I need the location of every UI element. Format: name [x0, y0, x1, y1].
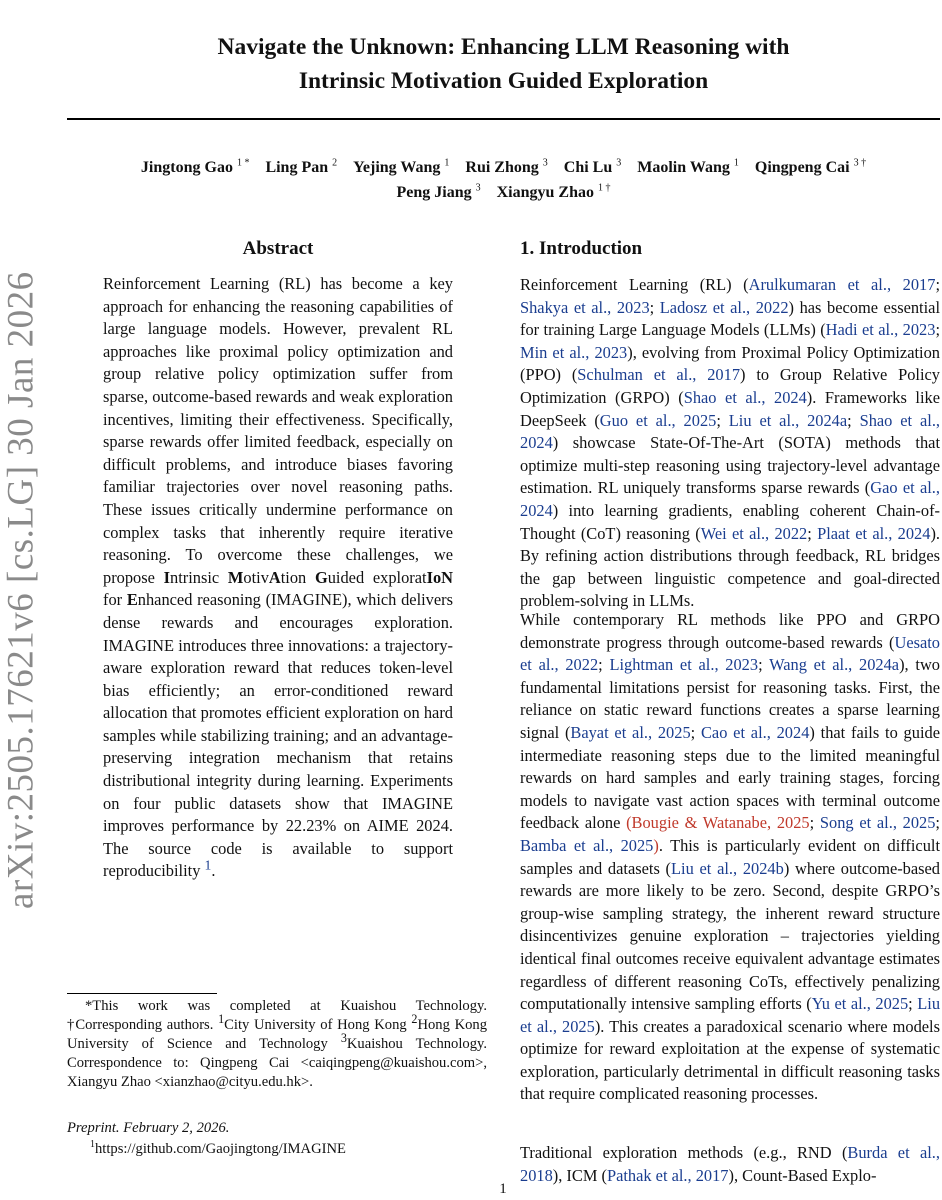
abstract-body: [103, 273, 453, 883]
citation-link[interactable]: Liu et al., 2024a: [728, 410, 848, 430]
footnote-rule: [67, 993, 217, 994]
code-url-footnote: [90, 1141, 346, 1158]
affiliation-footnote: [67, 997, 487, 1092]
citation-link[interactable]: Bayat et al., 2025: [570, 722, 691, 742]
citation-link[interactable]: Wang et al., 2024a: [769, 655, 900, 675]
page-number: 1: [499, 1181, 507, 1197]
author-name: Rui Zhong $^3$: [465, 157, 548, 176]
citation-link[interactable]: Pathak et al., 2017: [606, 1165, 729, 1185]
preprint-date: Preprint. February 2, 2026.: [67, 1120, 230, 1136]
introduction-heading: 1. Introduction: [520, 238, 643, 259]
author-name: Peng Jiang $^3$: [396, 182, 481, 201]
author-list: [67, 155, 940, 205]
author-affiliation-mark: 2: [332, 157, 338, 169]
citation-link[interactable]: Burda et al., 2018: [520, 1143, 940, 1185]
introduction-paragraph-3: Traditional exploration methods (e.g., RND (Burda et al., 2018), ICM (Pathak et al., 2017), Count-Based Explo-: [520, 1143, 940, 1185]
abstract-end: .: [211, 861, 216, 881]
citation-link[interactable]: Bamba et al., 2025: [520, 835, 654, 855]
footnote-affil-3: Kuaishou Technology. Correspondence to: Qingpeng Cai <caiqingpeng@kuaishou.com>, Xiangyu Zhao <xianzhao@cityu.edu.hk>.: [67, 1036, 487, 1090]
introduction-paragraph-2: While contemporary RL methods like PPO and GRPO demonstrate progress through outcome-based rewards (Uesato et al., 2022; Lightman et al., 2023; Wang et al., 2024a), two fundamental limitations persist for reasoning tasks. First, the reliance on static reward functions creates a sparse learning signal (Bayat et al., 2025; Cao et al., 2024) that fails to guide intermediate reasoning steps due to the limited meaningful rewards on hard samples and early training stages, forcing models to navigate vast action spaces with terminal outcome feedback alone (Bougie & Watanabe, 2025; Song et al., 2025; Bamba et al., 2025). This is particularly evident on difficult samples and datasets (Liu et al., 2024b) where outcome-based rewards are more likely to be zero. Second, despite GRPO’s group-wise sampling strategy, the inherent reward structure disincentivizes genuine exploration – trajectories yielding identical final outcomes receive equivalent advantage estimates regardless of different reasoning CoTs, effectively penalizing computationally intensive sampling efforts (Yu et al., 2025; Liu et al., 2025). This creates a paradoxical scenario where models optimize for reward exploitation at the expense of systematic exploration, particularly detrimental in difficult reasoning tasks that require complicated reasoning processes.: [520, 610, 941, 1104]
footnote-sup-1: 1: [218, 1012, 225, 1027]
citation-link[interactable]: Hadi et al., 2023: [825, 320, 936, 340]
abstract-acronym: Intrinsic MotivAtion Guided exploratIoN for Enhanced: [103, 567, 453, 610]
arxiv-stamp: arXiv:2505.17621v6 [cs.LG] 30 Jan 2026: [0, 271, 42, 909]
abstract-heading: Abstract: [242, 238, 314, 259]
title-line-1: Navigate the Unknown: Enhancing LLM Reasoning with: [217, 34, 790, 60]
abstract-footnote-mark[interactable]: 1: [204, 857, 212, 873]
abstract-text-1: Reinforcement Learning (RL) has become a key approach for enhancing the reasoning capabilities of large language models. However, prevalent RL approaches like proximal policy optimization and group relative policy optimization suffer from sparse, outcome-based rewards and weak exploration incentives, limiting their effectiveness. Specifically, sparse rewards offer limited feedback, especially on difficult problems, and introduce biases favoring familiar trajectories over novel reasoning paths. These issues critically undermine performance on complex tasks that inherently require iterative reasoning. To overcome these challenges, we propose: [103, 274, 453, 587]
author-affiliation-mark: 1: [733, 157, 739, 169]
citation-link[interactable]: Cao et al., 2024: [700, 722, 810, 742]
citation-link[interactable]: Guo et al., 2025: [599, 410, 717, 430]
citation-link[interactable]: (Bougie & Watanabe, 2025: [626, 813, 810, 833]
citation-link[interactable]: Yu et al., 2025: [811, 994, 909, 1014]
citation-link[interactable]: Ladosz et al., 2022: [659, 297, 789, 317]
citation-link[interactable]: Liu et al., 2025: [520, 994, 941, 1036]
citation-link[interactable]: Shao et al., 2024: [520, 410, 941, 453]
author-name: Qingpeng Cai $^{3 \dagger}$: [754, 157, 867, 176]
citation-link[interactable]: Plaat et al., 2024: [817, 523, 931, 543]
footnote-star-text: *This work was completed at Kuaishou Technology. †Corresponding authors.: [67, 998, 487, 1033]
author-affiliation-mark: 3: [616, 157, 622, 169]
citation-link[interactable]: Liu et al., 2024b: [671, 858, 784, 878]
footnote-sup-3: 3: [340, 1031, 347, 1046]
citation-link[interactable]: Min et al., 2023: [520, 342, 628, 362]
introduction-paragraph-1: Reinforcement Learning (RL) (Arulkumaran et al., 2017; Shakya et al., 2023; Ladosz et al., 2022) has become essential for training Large Language Models (LLMs) (Hadi et al., 2023; Min et al., 2023), evolving from Proximal Policy Optimization (PPO) (Schulman et al., 2017) to Group Relative Policy Optimization (GRPO) (Shao et al., 2024). Frameworks like DeepSeek (Guo et al., 2025; Liu et al., 2024a; Shao et al., 2024) showcase State-Of-The-Art (SOTA) methods that optimize multi-step reasoning using trajectory-level advantage estimation. RL uniquely transforms sparse rewards (Gao et al., 2024) into learning gradients, enabling coherent Chain-of-Thought (CoT) reasoning (Wei et al., 2022; Plaat et al., 2024). By refining action distributions through feedback, RL bridges the gap between linguistic competence and goal-directed problem-solving in LLMs.: [520, 275, 941, 611]
author-affiliation-mark: 3: [542, 157, 548, 169]
citation-link[interactable]: Wei et al., 2022: [700, 523, 808, 543]
paper-title: [67, 30, 940, 98]
title-top-rule: [67, 118, 940, 120]
url-footnote-mark: 1: [90, 1139, 95, 1151]
citation-link[interactable]: Schulman et al., 2017: [577, 365, 741, 385]
citation-link[interactable]: Lightman et al., 2023: [609, 655, 759, 675]
author-affiliation-mark: 1 *: [236, 157, 250, 169]
citation-link[interactable]: Song et al., 2025: [819, 813, 936, 833]
code-url[interactable]: https://github.com/Gaojingtong/IMAGINE: [95, 1141, 346, 1157]
footnote-affil-2: Hong Kong University of Science and Technology: [67, 1017, 488, 1052]
citation-link[interactable]: ): [653, 835, 659, 855]
author-affiliation-mark: 3 †: [853, 157, 867, 169]
citation-link[interactable]: Arulkumaran et al., 2017: [748, 275, 936, 294]
author-name: Maolin Wang $^1$: [637, 157, 739, 176]
author-name: Chi Lu $^3$: [563, 157, 622, 176]
footnote-sup-2: 2: [411, 1012, 418, 1027]
title-line-2: Intrinsic Motivation Guided Exploration: [298, 68, 709, 94]
author-name: Ling Pan $^2$: [265, 157, 338, 176]
author-affiliation-mark: 1: [444, 157, 450, 169]
author-name: Jingtong Gao $^{1 *}$: [140, 157, 250, 176]
author-name: Yejing Wang $^1$: [353, 157, 450, 176]
abstract-text-2: reasoning (IMAGINE), which delivers dense rewards and encourages exploration. IMAGINE introduces three innovations: a trajectory-aware exploration reward that reduces token-level bias efficiently; an error-conditioned reward allocation that promotes efficient exploration on hard samples while stabilizing training; and an advantage-preserving integration mechanism that retains distributional integrity during learning. Experiments on four public datasets show that IMAGINE improves performance by 22.23% on AIME 2024. The source code is available to support reproducibility: [103, 590, 453, 881]
author-affiliation-mark: 1 †: [598, 182, 611, 194]
citation-link[interactable]: Uesato et al., 2022: [520, 632, 940, 675]
author-name: Xiangyu Zhao $^{1 \dagger}$: [496, 182, 611, 201]
author-affiliation-mark: 3: [475, 182, 481, 194]
citation-link[interactable]: Shakya et al., 2023: [520, 297, 650, 317]
footnote-affil-1: City University of Hong Kong: [224, 1017, 412, 1033]
citation-link[interactable]: Gao et al., 2024: [520, 478, 940, 520]
citation-link[interactable]: Shao et al., 2024: [683, 387, 807, 407]
